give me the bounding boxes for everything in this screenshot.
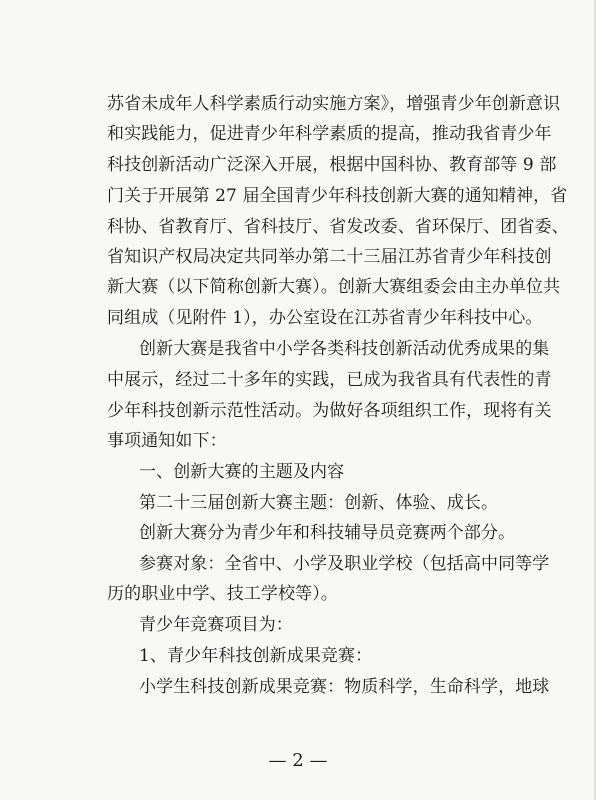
text-line: 苏省未成年人科学素质行动实施方案》，增强青少年创新意识 [107, 94, 561, 114]
text-line: 历的职业中学、技工学校等）。 [107, 584, 338, 604]
text-line: 1、青少年科技创新成果竞赛： [139, 646, 373, 666]
text-line: 同组成（见附件 1），办公室设在江苏省青少年科技中心。 [107, 308, 543, 328]
text-line: 少年科技创新示范性活动。为做好各项组织工作，现将有关 [107, 401, 552, 421]
text-line: 小学生科技创新成果竞赛：物质科学，生命科学，地球 [139, 677, 550, 697]
text-line: 创新大赛是我省中小学各类科技创新活动优秀成果的集 [139, 339, 550, 359]
text-line: 和实践能力，促进青少年科学素质的提高，推动我省青少年 [107, 124, 552, 144]
text-line: 事项通知如下： [107, 431, 227, 451]
text-line: 科技创新活动广泛深入开展，根据中国科协、教育部等 9 部 [107, 155, 557, 175]
text-line: 新大赛（以下简称创新大赛）。创新大赛组委会由主办单位共 [107, 277, 561, 297]
text-line: 创新大赛分为青少年和科技辅导员竞赛两个部分。 [139, 523, 516, 543]
text-line: 科协、省教育厅、省科技厅、省发改委、省环保厅、团省委、 [107, 217, 569, 237]
section-heading: 一、创新大赛的主题及内容 [139, 462, 345, 482]
text-line: 参赛对象：全省中、小学及职业学校（包括高中同等学 [139, 554, 550, 574]
page-number: — 2 — [268, 750, 328, 771]
text-line: 省知识产权局决定共同举办第二十三届江苏省青少年科技创 [107, 247, 552, 267]
text-line: 第二十三届创新大赛主题：创新、体验、成长。 [139, 493, 499, 513]
text-line: 中展示，经过二十多年的实践，已成为我省具有代表性的青 [107, 370, 552, 390]
text-line: 门关于开展第 27 届全国青少年科技创新大赛的通知精神，省 [107, 186, 568, 206]
text-line: 青少年竞赛项目为： [139, 615, 293, 635]
